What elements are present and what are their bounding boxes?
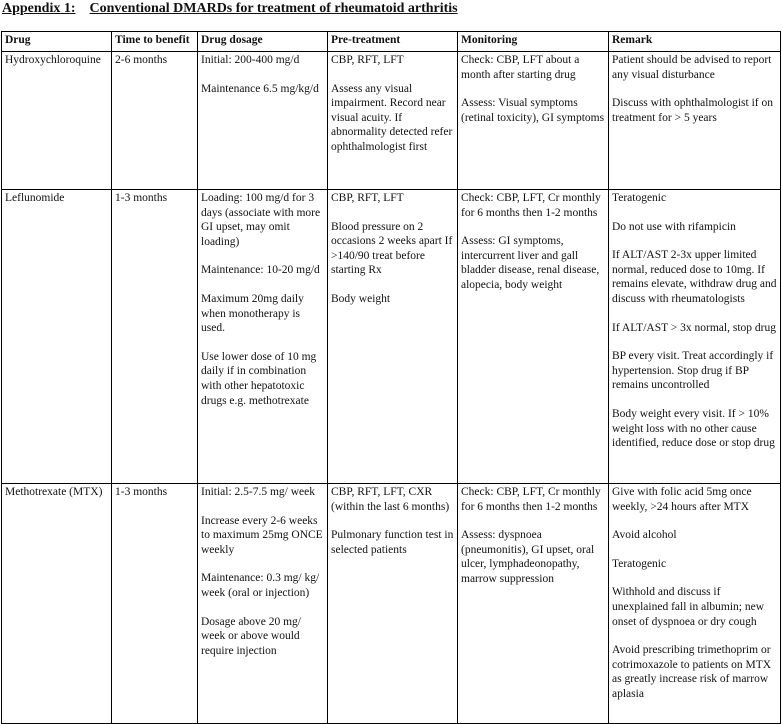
dmards-table: [1, 31, 781, 724]
remark-cell: [609, 484, 781, 724]
cell-paragraph: Maintenance: 0.3 mg/ kg/ week (oral or injection): [201, 572, 320, 599]
cell-paragraph: CBP, RFT, LFT: [331, 54, 404, 66]
cell-paragraph: Maintenance: 10-20 mg/d: [201, 264, 320, 277]
drug-cell: Leflunomide: [2, 190, 112, 484]
cell-paragraph: If ALT/AST 2-3x upper limited normal, reduced dose to 10mg. If remains elevate, withdraw drug and discuss with rheumatologists: [612, 249, 777, 305]
drug-cell: Hydroxychloroquine: [2, 52, 112, 190]
header-drug-dosage: Drug dosage: [198, 32, 328, 52]
cell-paragraph: Initial: 200-400 mg/d: [201, 54, 300, 66]
cell-paragraph: BP every visit. Treat accordingly if hypertension. Stop drug if BP remains uncontrolled: [612, 350, 774, 392]
header-monitoring: Monitoring: [458, 32, 609, 52]
dosage-cell: [198, 190, 328, 484]
header-drug: Drug: [2, 32, 112, 52]
cell-paragraph: Increase every 2-6 weeks to maximum 25mg ONCE weekly: [201, 514, 323, 556]
cell-paragraph: Loading: 100 mg/d for 3 days (associate with more GI upset, may omit loading): [201, 192, 321, 248]
cell-paragraph: Assess: Visual symptoms (retinal toxicity), GI symptoms: [461, 97, 605, 124]
cell-paragraph: Maintenance 6.5 mg/kg/d: [201, 82, 319, 95]
dosage-cell: [198, 484, 328, 724]
cell-paragraph: Discuss with ophthalmologist if on treatment for > 5 years: [612, 97, 773, 124]
cell-paragraph: If ALT/AST > 3x normal, stop drug: [612, 321, 776, 334]
pretreatment-cell: [328, 52, 458, 190]
cell-paragraph: CBP, RFT, LFT: [331, 192, 404, 204]
header-time-to-benefit: Time to benefit: [112, 32, 198, 52]
appendix-heading: Conventional DMARDs for treatment of rheumatoid arthritis: [89, 1, 458, 16]
cell-paragraph: Avoid alcohol: [612, 529, 677, 542]
cell-paragraph: Use lower dose of 10 mg daily if in combination with other hepatotoxic drugs e.g. methotrexate: [201, 350, 317, 407]
cell-paragraph: Give with folic acid 5mg once weekly, >24 hours after MTX: [612, 486, 752, 513]
cell-paragraph: Check: CBP, LFT about a month after starting drug: [461, 54, 580, 81]
cell-paragraph: Assess: GI symptoms, intercurrent liver and gall bladder disease, renal disease, alopecia, body weight: [461, 235, 600, 291]
table-header-row: [2, 32, 781, 52]
cell-paragraph: Dosage above 20 mg/ week or above would require injection: [201, 615, 301, 657]
header-pre-treatment: Pre-treatment: [328, 32, 458, 52]
cell-paragraph: Do not use with rifampicin: [612, 220, 736, 233]
cell-paragraph: Body weight: [331, 292, 391, 305]
table-row: [2, 484, 781, 724]
cell-paragraph: Teratogenic: [612, 192, 667, 204]
cell-paragraph: Avoid prescribing trimethoprim or cotrimoxazole to patients on MTX as greatly increase risk of marrow aplasia: [612, 644, 772, 700]
table-row: [2, 190, 781, 484]
dosage-cell: [198, 52, 328, 190]
time-cell: 1-3 months: [112, 190, 198, 484]
header-remark: Remark: [609, 32, 781, 52]
remark-cell: [609, 52, 781, 190]
monitoring-cell: [458, 52, 609, 190]
pretreatment-cell: [328, 190, 458, 484]
cell-paragraph: Assess any visual impairment. Record near visual acuity. If abnormality detected refer ophthalmologist first: [331, 82, 453, 153]
remark-cell: [609, 190, 781, 484]
cell-paragraph: Maximum 20mg daily when monotherapy is used.: [201, 292, 304, 335]
cell-paragraph: Teratogenic: [612, 557, 667, 570]
time-cell: 1-3 months: [112, 484, 198, 724]
time-cell: 2-6 months: [112, 52, 198, 190]
cell-paragraph: Blood pressure on 2 occasions 2 weeks apart If >140/90 treat before starting Rx: [331, 220, 453, 277]
appendix-title: [2, 0, 458, 17]
table-row: [2, 52, 781, 190]
monitoring-cell: [458, 484, 609, 724]
drug-cell: Methotrexate (MTX): [2, 484, 112, 724]
cell-paragraph: Patient should be advised to report any visual disturbance: [612, 54, 772, 81]
monitoring-cell: [458, 190, 609, 484]
appendix-label: Appendix 1:: [2, 1, 76, 16]
cell-paragraph: Check: CBP, LFT, Cr monthly for 6 months then 1-2 months: [461, 192, 601, 219]
cell-paragraph: Pulmonary function test in selected patients: [331, 529, 454, 556]
cell-paragraph: Body weight every visit. If > 10% weight loss with no other cause identified, reduce dose or stop drug: [612, 407, 775, 450]
pretreatment-cell: [328, 484, 458, 724]
cell-paragraph: Initial: 2.5-7.5 mg/ week: [201, 486, 316, 498]
cell-paragraph: Check: CBP, LFT, Cr monthly for 6 months then 1-2 months: [461, 486, 601, 513]
cell-paragraph: CBP, RFT, LFT, CXR (within the last 6 months): [331, 486, 450, 513]
cell-paragraph: Withhold and discuss if unexplained fall in albumin; new onset of dyspnoea or dry cough: [612, 586, 765, 628]
cell-paragraph: Assess: dyspnoea (pneumonitis), GI upset, oral ulcer, lymphadeonopathy, marrow suppression: [461, 529, 595, 585]
